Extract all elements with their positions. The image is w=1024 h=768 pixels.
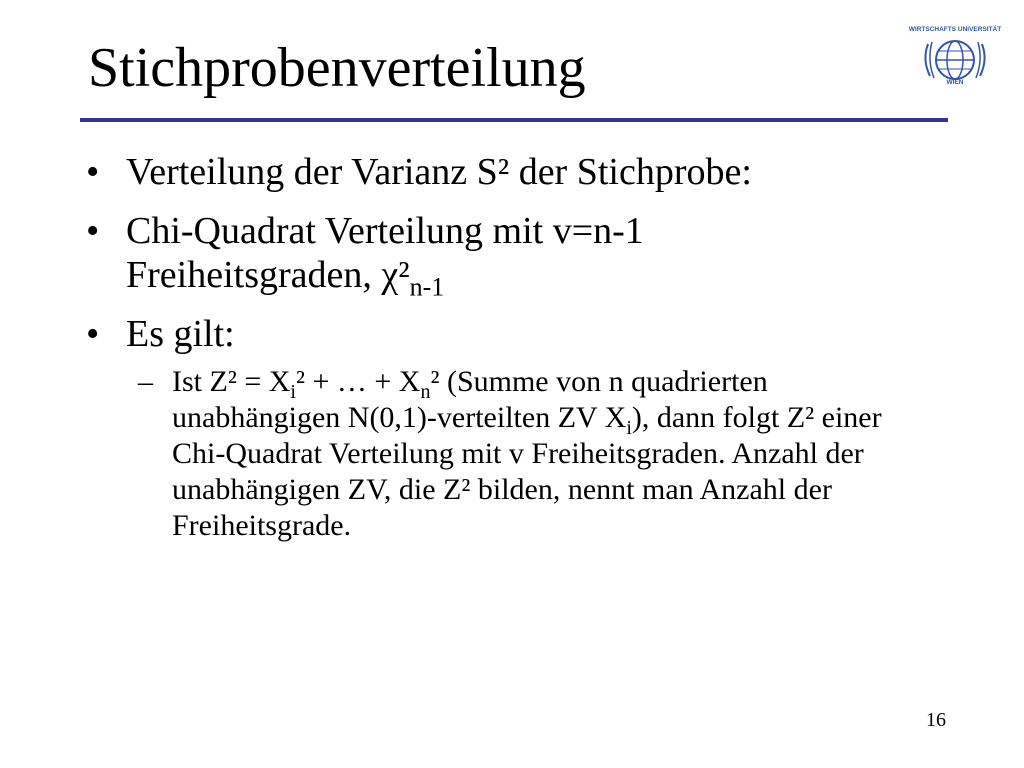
sub-bullet-dash: –: [138, 365, 153, 398]
definition-part2: ² + … + X: [295, 365, 421, 398]
bullet-text-line2: Freiheitsgraden,: [126, 254, 382, 296]
subscript-i: i: [290, 381, 296, 403]
slide-content: [80, 150, 960, 544]
bullet-chi-square: [80, 209, 960, 302]
bullet-text-line1: Chi-Quadrat Verteilung mit v=n-1: [126, 210, 644, 252]
bullet-dot: •: [86, 151, 100, 193]
sub-bullet-definition: [124, 364, 932, 544]
wu-wien-logo-icon: [908, 22, 1002, 90]
bullet-text: Es gilt:: [126, 313, 235, 355]
chi-square-subscript: n-1: [409, 272, 445, 302]
chi-square-symbol: χ²: [381, 254, 410, 296]
definition-part3: ² (Summe von n quadrierten unabhängigen N(0,1)-verteilten ZV X: [172, 365, 768, 434]
definition-part1: Ist Z² = X: [172, 365, 291, 398]
bullet-es-gilt: [80, 312, 960, 356]
subscript-n: n: [420, 381, 431, 403]
logo-bottom-text: WIEN: [946, 79, 964, 86]
bullet-dot: •: [86, 210, 100, 252]
page-number: 16: [926, 709, 946, 731]
bullet-dot: •: [86, 313, 100, 355]
subscript-i: i: [626, 417, 632, 439]
bullet-variance: [80, 150, 960, 194]
logo-top-text: WIRTSCHAFTS UNIVERSITÄT: [908, 26, 1002, 33]
slide-title: Stichprobenverteilung: [88, 37, 586, 99]
bullet-text: Verteilung der Varianz S² der Stichprobe:: [126, 151, 752, 193]
title-divider: [80, 118, 948, 122]
definition-part4: ), dann folgt Z² einer Chi-Quadrat Verteilung mit v Freiheitsgraden. Anzahl der unabhängigen ZV, die Z² bilden, nennt man Anzahl der Freiheitsgrade.: [172, 401, 882, 542]
